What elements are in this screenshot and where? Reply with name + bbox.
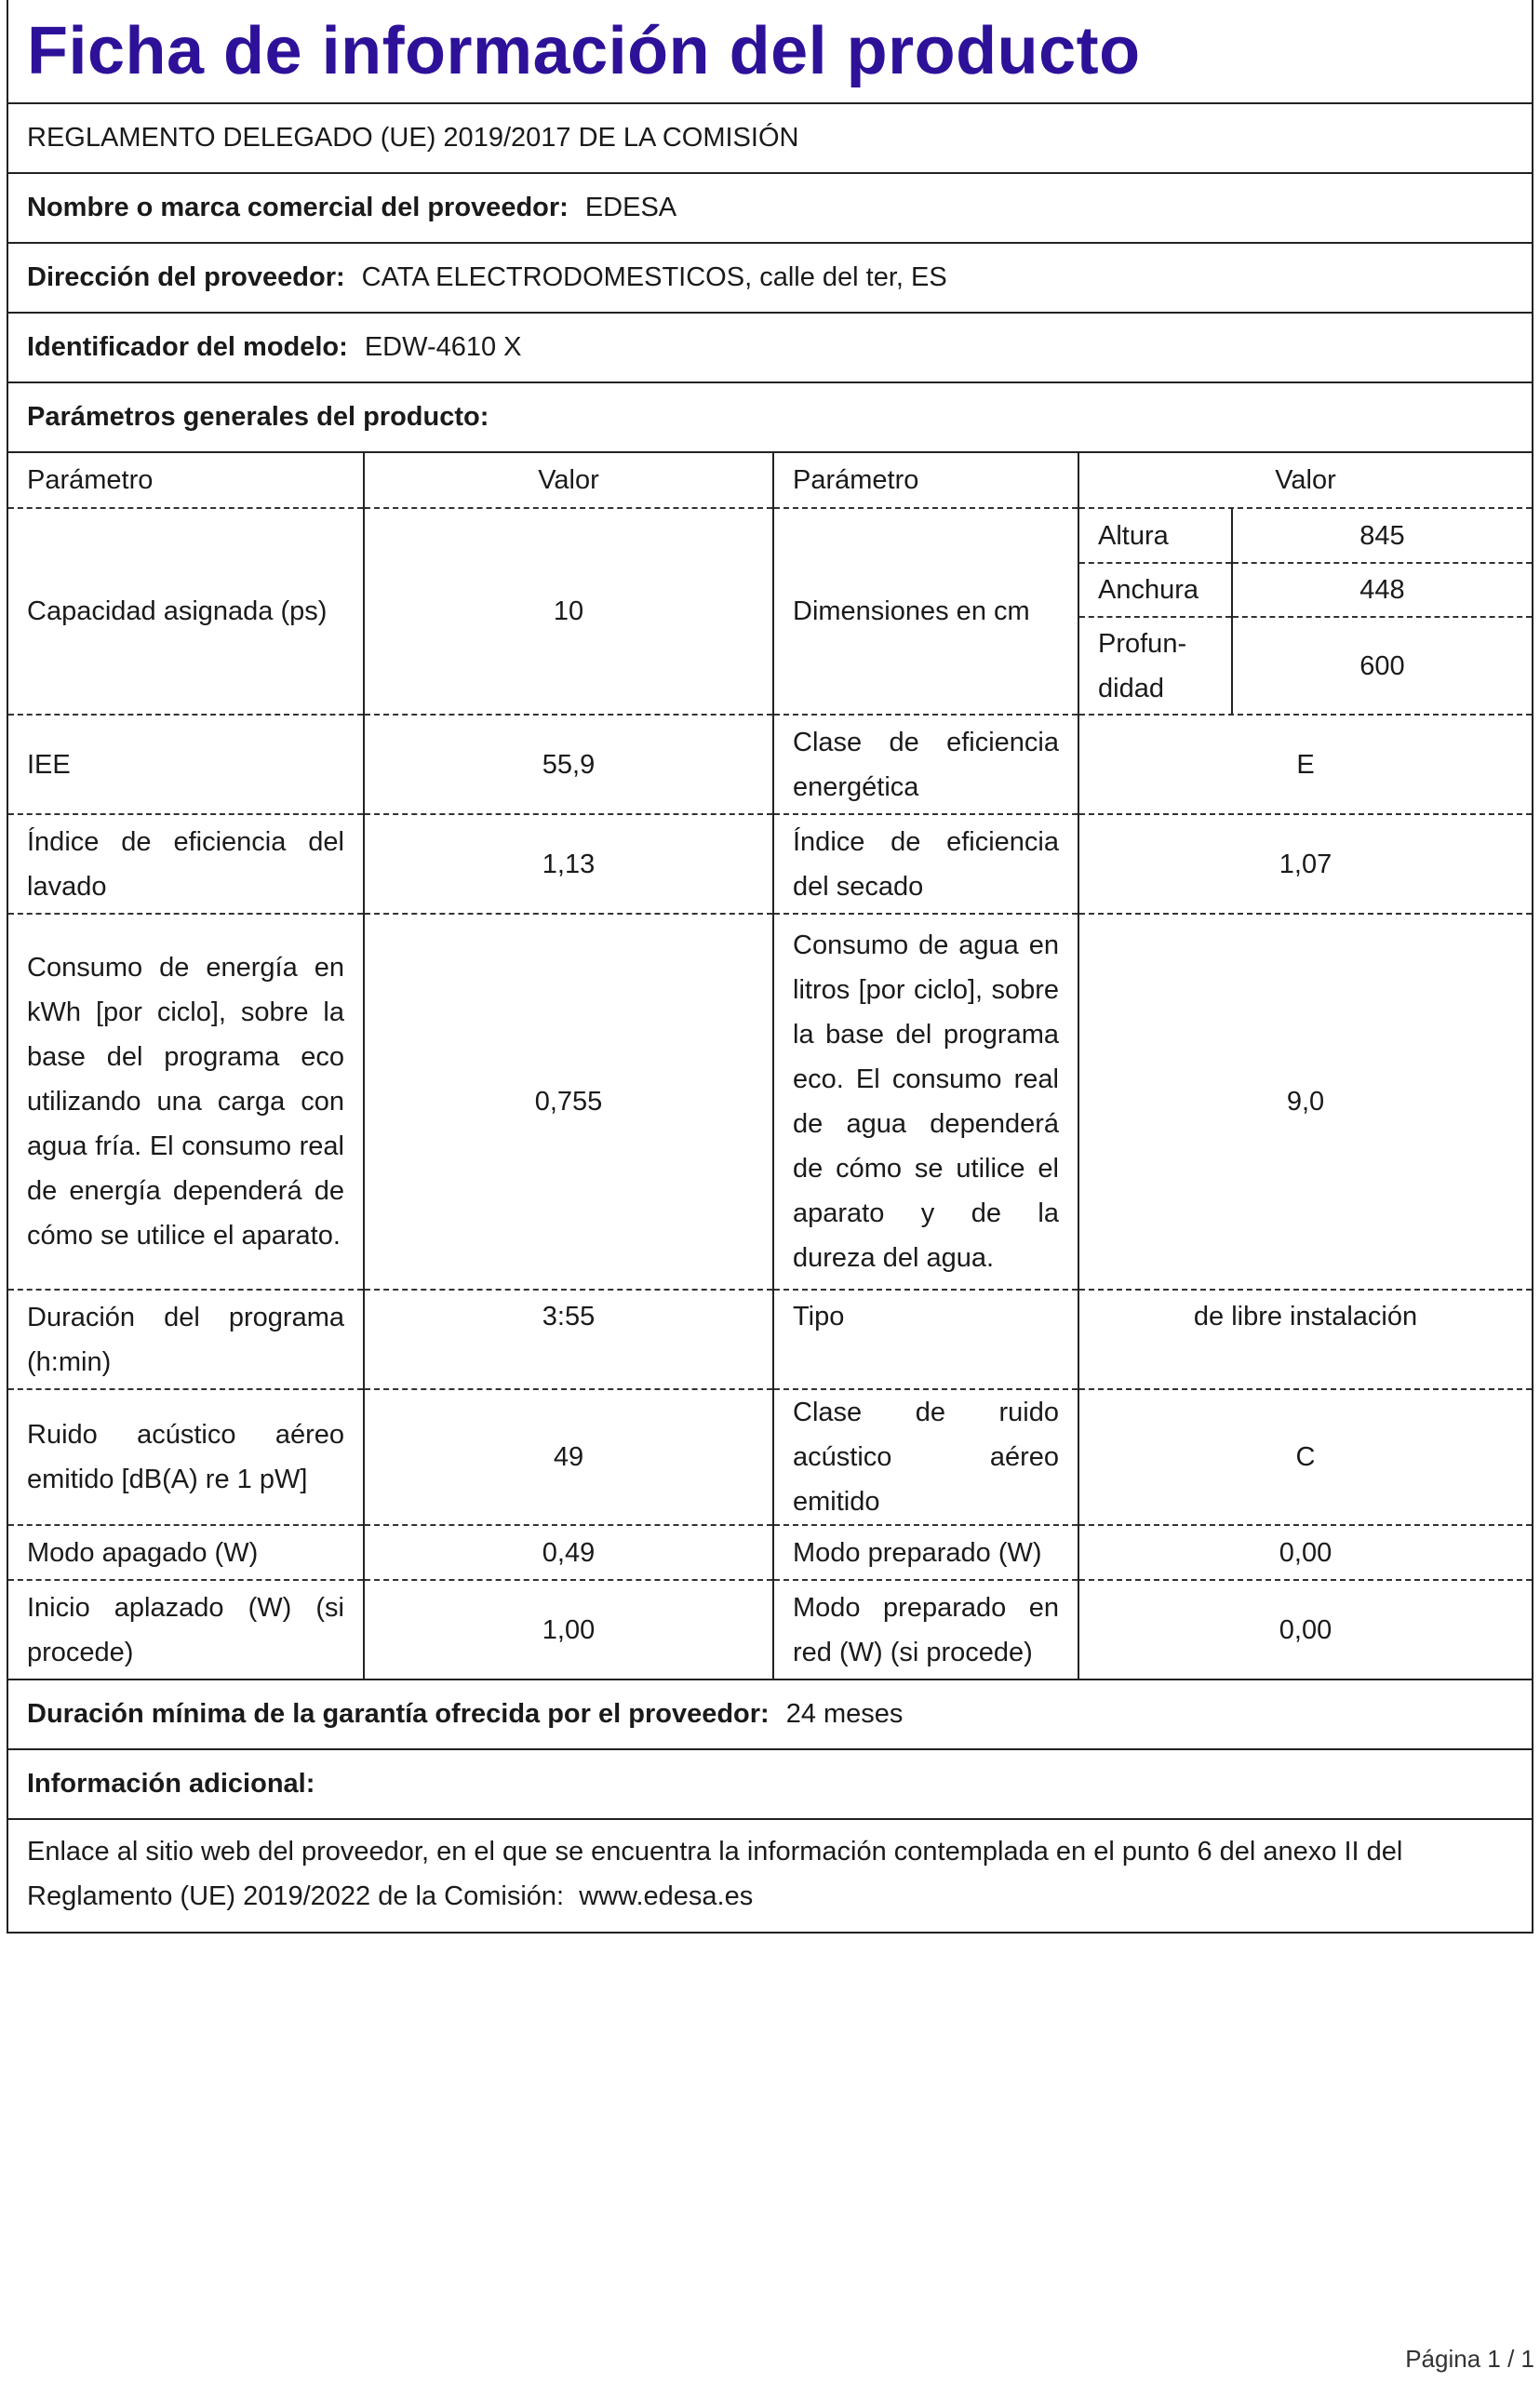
network-standby-label: Modo preparado en red (W) (si procede) [773,1580,1078,1679]
dimensions-label: Dimensiones en cm [773,508,1078,715]
parameters-table [8,453,1532,1680]
height-value: 845 [1232,509,1532,563]
header-parameter-1: Parámetro [8,453,364,508]
regulation-text: REGLAMENTO DELEGADO (UE) 2019/2017 DE LA COMISIÓN [27,123,799,153]
additional-info-row [8,1750,1532,1820]
table-row [8,914,1532,1290]
supplier-value: EDESA [584,193,677,222]
regulation-row [8,104,1532,174]
network-standby-value: 0,00 [1078,1580,1532,1679]
depth-value: 600 [1359,650,1405,681]
noise-label: Ruido acústico aéreo emitido [dB(A) re 1 pW] [8,1389,364,1525]
address-value: CATA ELECTRODOMESTICOS, calle del ter, ES [361,262,947,292]
table-row [8,1580,1532,1679]
table-row [8,1525,1532,1580]
product-information-sheet [7,0,1533,1934]
iee-value: 55,9 [364,715,773,814]
supplier-website-link[interactable]: www.edesa.es [579,1881,754,1911]
water-label: Consumo de agua en litros [por ciclo], sobre la base del programa eco. El consumo real de agua dependerá de cómo se utilice el aparato y de la dureza del agua. [773,914,1078,1290]
type-label: Tipo [773,1290,1078,1389]
wash-index-value: 1,13 [364,814,773,914]
model-row [8,314,1532,383]
energy-class-label: Clase de eficiencia energética [773,715,1078,814]
noise-class-value: C [1078,1389,1532,1525]
warranty-row [8,1680,1532,1750]
dry-index-label: Índice de eficiencia del secado [773,814,1078,914]
dimensions-values [1078,508,1532,715]
general-params-row [8,383,1532,453]
capacity-label: Capacidad asignada (ps) [8,508,364,715]
height-label: Altura [1079,509,1232,563]
table-row [8,1389,1532,1525]
header-parameter-2: Parámetro [773,453,1078,508]
supplier-link-note [8,1820,1532,1932]
dry-index-value: 1,07 [1078,814,1532,914]
supplier-row [8,174,1532,244]
page-title: Ficha de información del producto [8,0,1532,104]
additional-info-label: Información adicional: [27,1769,315,1799]
table-row [8,814,1532,914]
model-value: EDW-4610 X [364,332,522,362]
noise-value: 49 [364,1389,773,1525]
capacity-value: 10 [364,508,773,715]
water-value: 9,0 [1078,914,1532,1290]
duration-label: Duración del programa (h:min) [8,1290,364,1389]
width-value: 448 [1232,563,1532,617]
delay-start-label: Inicio aplazado (W) (si procede) [8,1580,364,1679]
warranty-label: Duración mínima de la garantía ofrecida por el proveedor: [27,1699,770,1729]
energy-value: 0,755 [364,914,773,1290]
depth-label: Profun- didad [1079,617,1232,714]
supplier-link-text: Enlace al sitio web del proveedor, en el que se encuentra la información contemplada en el punto 6 del anexo II del Reglamento (UE) 2019/2022 de la Comisión: [27,1837,1403,1911]
header-value-2: Valor [1078,453,1532,508]
address-row [8,244,1532,314]
model-label: Identificador del modelo: [27,332,348,362]
table-row [8,508,1532,715]
supplier-label: Nombre o marca comercial del proveedor: [27,193,569,222]
energy-label: Consumo de energía en kWh [por ciclo], sobre la base del programa eco utilizando una carga con agua fría. El consumo real de energía dependerá de cómo se utilice el aparato. [8,914,364,1290]
off-mode-value: 0,49 [364,1525,773,1580]
wash-index-label: Índice de eficiencia del lavado [8,814,364,914]
warranty-value: 24 meses [785,1699,904,1729]
address-label: Dirección del proveedor: [27,262,345,292]
type-value: de libre instalación [1078,1290,1532,1389]
duration-value: 3:55 [364,1290,773,1389]
noise-class-label: Clase de ruido acústico aéreo emitido [773,1389,1078,1525]
table-row [8,1290,1532,1389]
general-params-label: Parámetros generales del producto: [27,402,489,432]
header-value-1: Valor [364,453,773,508]
delay-start-value: 1,00 [364,1580,773,1679]
standby-label: Modo preparado (W) [773,1525,1078,1580]
off-mode-label: Modo apagado (W) [8,1525,364,1580]
table-header-row [8,453,1532,508]
iee-label: IEE [8,715,364,814]
table-row [8,715,1532,814]
width-label: Anchura [1079,563,1232,617]
page-number: Página 1 / 1 [1405,2345,1534,2373]
energy-class-value: E [1078,715,1532,814]
standby-value: 0,00 [1078,1525,1532,1580]
